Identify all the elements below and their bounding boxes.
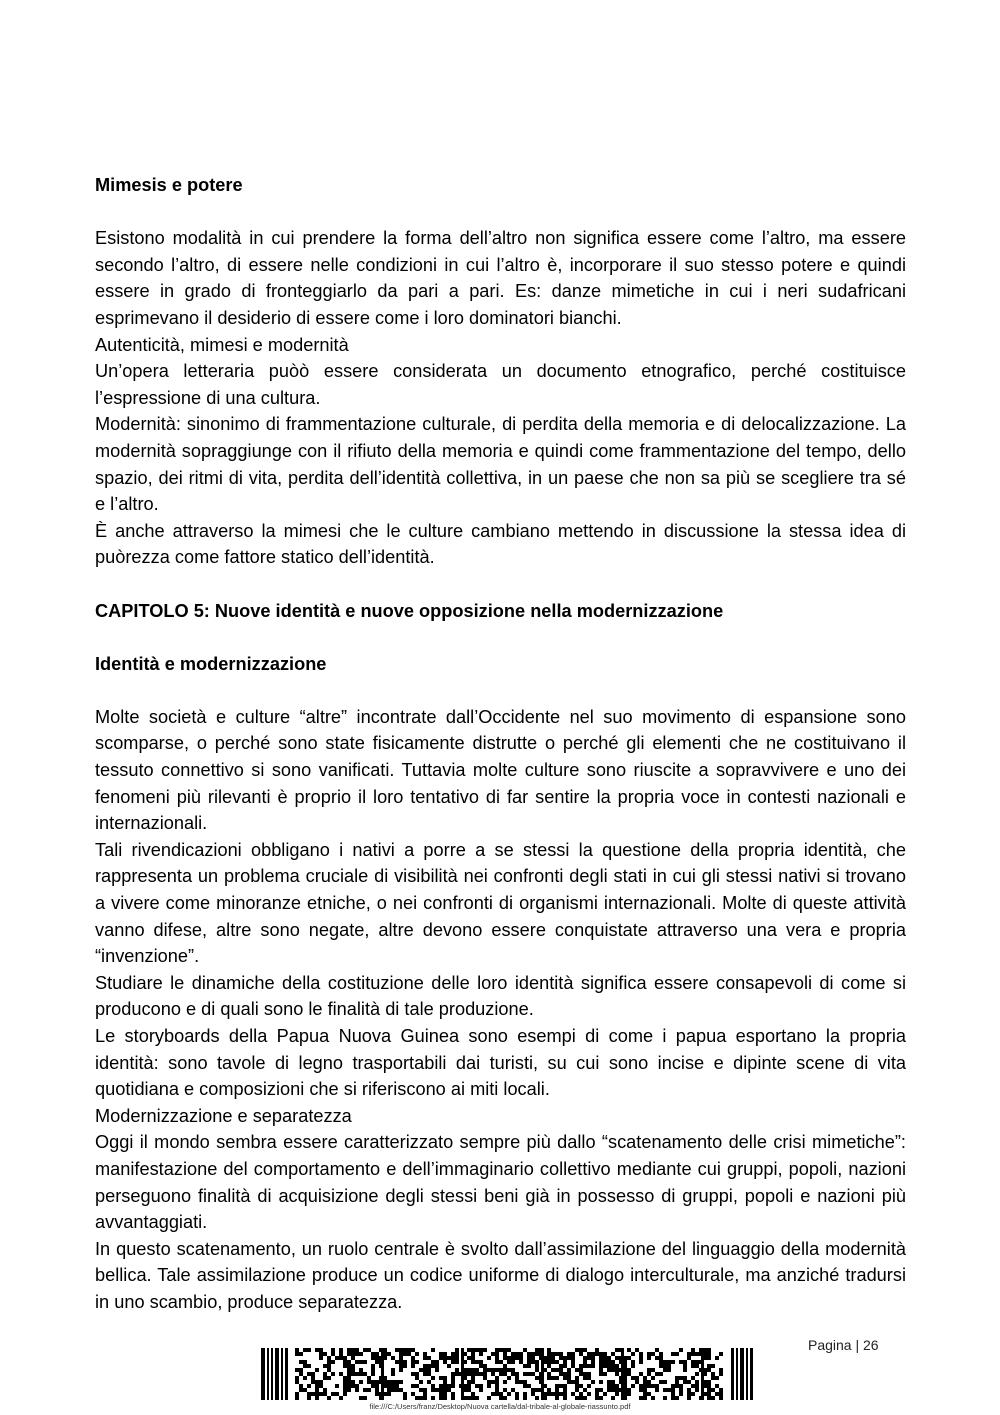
- paragraph: Modernità: sinonimo di frammentazione culturale, di perdita della memoria e di delocalizzazione. La modernità sopraggiunge con il rifiuto della memoria e quindi come frammentazione del tempo, dello spazio, dei ritmi di vita, perdita dell’identità collettiva, in un paese che non sa più se scegliere tra sé e l’altro.: [95, 414, 906, 515]
- page-number: Pagina | 26: [808, 1337, 879, 1353]
- document-body: [95, 172, 906, 1316]
- section-heading: Mimesis e potere: [95, 175, 243, 195]
- paragraph: Esistono modalità in cui prendere la forma dell’altro non significa essere come l’altro, ma essere secondo l’altro, di essere nelle condizioni in cui l’altro è, incorporare il suo stesso potere e quindi essere in grado di fronteggiarlo da pari a pari. Es: danze mimetiche in cui i neri sudafricani esprimevano il desiderio di essere come i loro dominatori bianchi.: [95, 228, 906, 328]
- file-path: file:///C:/Users/franz/Desktop/Nuova cartella/dal-tribale-al-globale-riassunto.pdf: [369, 1402, 631, 1411]
- section-heading: Identità e modernizzazione: [95, 653, 327, 674]
- paragraph: È anche attraverso la mimesi che le culture cambiano mettendo in discussione la stessa idea di puòrezza come fattore statico dell’identità.: [95, 520, 906, 568]
- paragraph: Molte società e culture “altre” incontrate dall’Occidente nel suo movimento di espansione sono scomparse, o perché sono state fisicamente distrutte o perché gli elementi che ne costituivano il tessuto connettivo si sono vanificati. Tuttavia molte culture sono riuscite a sopravvivere e uno dei fenomeni più rilevanti è proprio il loro tentativo di far sentire la propria voce in contesti nazionali e internazionali.: [95, 706, 906, 834]
- paragraph: Tali rivendicazioni obbligano i nativi a porre a se stessi la questione della propria identità, che rappresenta un problema cruciale di visibilità nei confronti degli stati in cui gli stessi nativi si trovano a vivere come minoranze etniche, o nei confronti di organismi internazionali. Molte di queste attività vanno difese, altre sono negate, altre devono essere conquistate attraverso una vera e propria “invenzione”.: [95, 839, 906, 967]
- paragraph: Le storyboards della Papua Nuova Guinea sono esempi di come i papua esportano la propria identità: sono tavole di legno trasportabili dai turisti, su cui sono incise e dipinte scene di vita quotidiana e composizioni che si riferiscono ai miti locali.: [95, 1026, 906, 1100]
- paragraph: Oggi il mondo sembra essere caratterizzato sempre più dallo “scatenamento delle crisi mimetiche”: manifestazione del comportamento e dell’immaginario collettivo mediante cui gruppi, popoli, nazioni perseguono finalità di acquisizione degli stessi beni già in possesso di gruppi, popoli e nazioni più avvantaggiati.: [95, 1132, 906, 1233]
- blank-line: [95, 624, 906, 651]
- subsection-title: Modernizzazione e separatezza: [95, 1105, 352, 1126]
- subsection-title: Autenticità, mimesi e modernità: [95, 334, 349, 355]
- blank-line: [95, 677, 906, 704]
- blank-line: [95, 571, 906, 598]
- barcode-image: [261, 1348, 755, 1400]
- paragraph: Un’opera letteraria puòò essere considerata un documento etnografico, perché costituisce l’espressione di una cultura.: [95, 361, 906, 408]
- blank-line: [95, 199, 906, 226]
- paragraph: Studiare le dinamiche della costituzione delle loro identità significa essere consapevoli di come si producono e di quali sono le finalità di tale produzione.: [95, 972, 906, 1020]
- paragraph: In questo scatenamento, un ruolo centrale è svolto dall’assimilazione del linguaggio della modernità bellica. Tale assimilazione produce un codice uniforme di dialogo interculturale, ma anziché tradursi in uno scambio, produce separatezza.: [95, 1238, 906, 1312]
- section-heading: CAPITOLO 5: Nuove identità e nuove opposizione nella modernizzazione: [95, 600, 724, 621]
